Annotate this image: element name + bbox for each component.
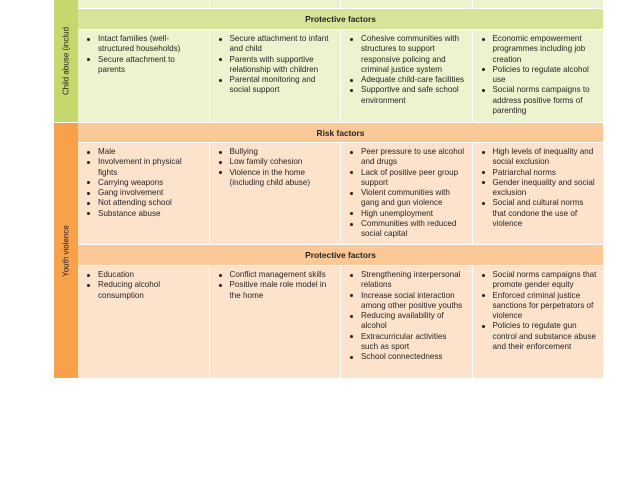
list-item: Involvement in physical fights [98,157,203,178]
child-protective-societal-cell [473,30,604,122]
youth-protective-societal-cell [473,266,604,378]
list-item: Social and cultural norms that condone the use of violence [493,198,598,229]
list-item: Lack of positive peer group support [361,168,466,189]
list-item: Secure attachment to infant and child [230,34,335,55]
list-item: Conflict management skills [230,270,335,280]
youth-protective-individual-cell [78,266,210,378]
youth-violence-protective-row [78,266,603,378]
list-item: School connectedness [361,352,466,362]
list-item: High levels of inequality and social exclusion [493,147,598,168]
list-item: Gender inequality and social exclusion [493,178,598,199]
child-abuse-band-label: Child abuse (includ [61,26,71,96]
youth-violence-risk-header: Risk factors [78,123,603,142]
list-item: Policies to regulate alcohol use [493,65,598,86]
list-item: Carrying weapons [98,178,203,188]
youth-protective-relationship-cell [210,266,342,378]
child-abuse-protective-row [78,30,603,122]
list-item: Enforced criminal justice sanctions for perpetrators of violence [493,291,598,322]
child-protective-individual-cell [78,30,210,122]
list-item: Communities with reduced social capital [361,219,466,240]
list-item: Violence in the home (including child abuse) [230,168,335,189]
youth-violence-protective-header: Protective factors [78,245,603,265]
list-item: Adequate child-care facilities [361,75,465,85]
child-protective-relationship-cell [210,30,342,122]
youth-risk-individual-cell [78,143,210,244]
list-item: Low family cohesion [230,157,335,167]
list-item: Not attending school [98,198,203,208]
list-item: Positive male role model in the home [230,280,335,301]
youth-violence-band-label: Youth violence [61,224,71,277]
list-item: Increase social interaction among other positive youths [361,291,466,312]
list-item: Parental monitoring and social support [230,75,335,96]
list-item: Intact families (well-structured households) [98,34,203,55]
list-item: Male [98,147,203,157]
list-item: Peer pressure to use alcohol and drugs [361,147,465,167]
list-item: Supportive and safe school environment [361,85,466,106]
list-item: High unemployment [361,209,466,219]
list-item: Patriarchal norms [493,168,598,178]
list-item: Social norms campaigns to address positive forms of parenting [493,85,598,116]
list-item: Gang involvement [98,188,203,198]
list-item: Reducing alcohol consumption [98,280,203,301]
list-item: Substance abuse [98,209,203,219]
list-item: Cohesive communities with structures to support responsive policing and criminal justice system [361,34,466,75]
list-item: Secure attachment to parents [98,55,203,76]
youth-risk-relationship-cell [210,143,342,244]
youth-violence-band [54,123,78,378]
youth-protective-community-cell [341,266,473,378]
list-item: Social norms campaigns that promote gender equity [492,270,597,290]
child-abuse-top-strip [78,0,603,8]
child-abuse-protective-header: Protective factors [78,9,603,29]
youth-risk-societal-cell [473,143,604,244]
child-protective-community-cell [341,30,473,122]
youth-violence-risk-row [78,143,603,244]
list-item: Parents with supportive relationship with children [230,55,335,76]
child-abuse-band [54,0,78,122]
list-item: Violent communities with gang and gun violence [361,188,466,209]
list-item: Strengthening interpersonal relations [361,270,466,291]
list-item: Economic empowerment programmes including job creation [493,34,598,65]
list-item: Policies to regulate gun control and substance abuse and their enforcement [492,321,596,352]
list-item: Extracurricular activities such as sport [361,332,466,353]
youth-risk-community-cell [341,143,473,244]
list-item: Education [98,270,203,280]
list-item: Bullying [230,147,335,157]
list-item: Reducing availability of alcohol [361,311,466,332]
